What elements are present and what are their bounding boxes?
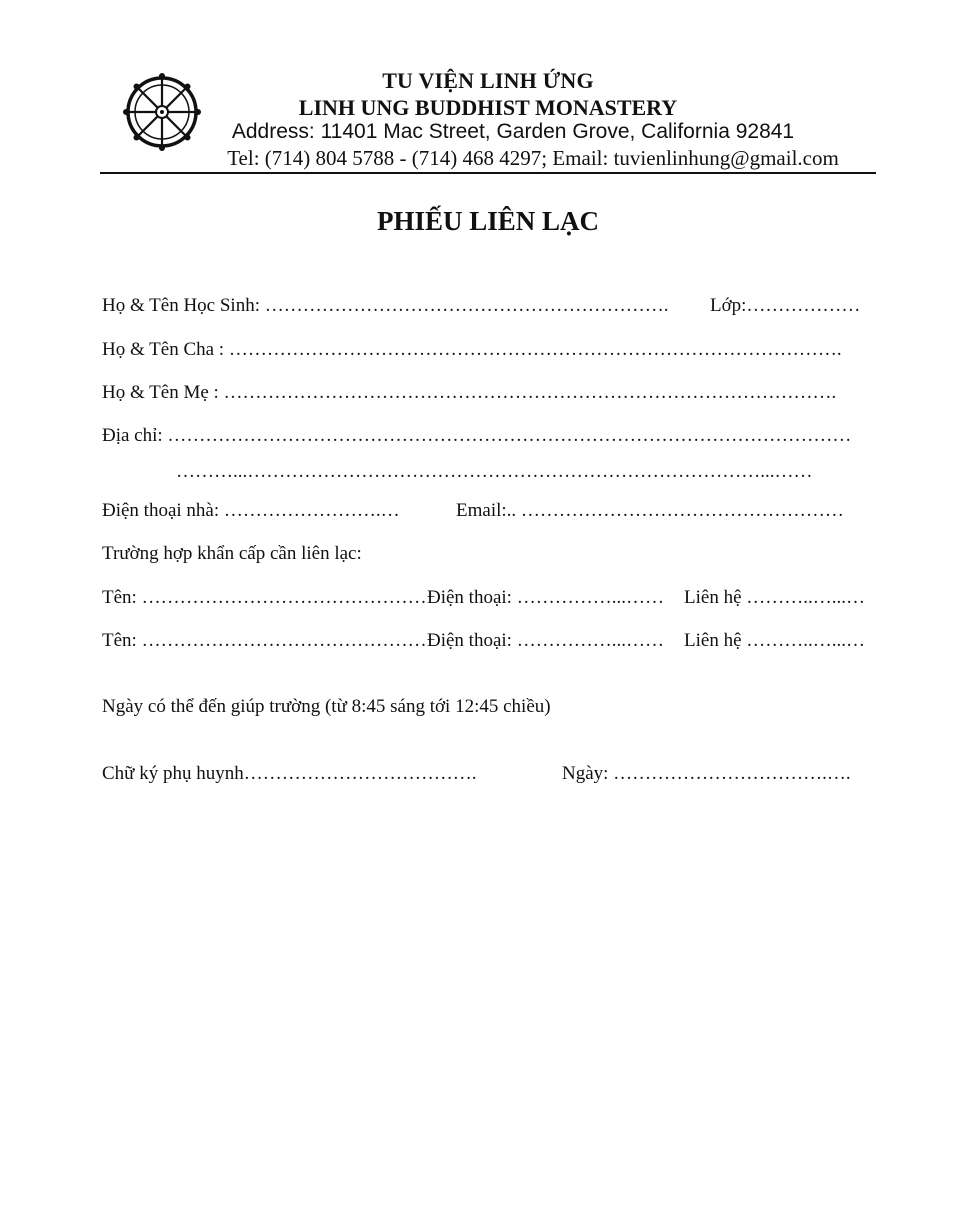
date-field[interactable]: Ngày: …………………………….…. bbox=[562, 763, 851, 784]
monastery-name-en: LINH UNG BUDDHIST MONASTERY bbox=[298, 95, 678, 120]
emergency-relation-field[interactable]: Liên hệ ………..…...… bbox=[684, 587, 866, 608]
parent-signature-field[interactable]: Chữ ký phụ huynh………………………………. bbox=[102, 763, 477, 784]
father-name-field[interactable]: Họ & Tên Cha : ……………………………………………………………………………………. bbox=[102, 339, 842, 360]
emergency-heading: Trường hợp khẩn cấp cần liên lạc: bbox=[102, 543, 362, 564]
address-continuation-field[interactable]: ………...………………………………………………………………………...…… bbox=[176, 461, 813, 482]
emergency-phone-field[interactable]: Điện thoại: ……………...…… bbox=[427, 587, 664, 608]
monastery-address: Address: 11401 Mac Street, Garden Grove, California 92841 bbox=[231, 120, 795, 143]
header-divider bbox=[100, 172, 876, 174]
home-phone-field[interactable]: Điện thoại nhà: …………………….… bbox=[102, 500, 400, 521]
emergency-relation-field[interactable]: Liên hệ ………..…...… bbox=[684, 630, 866, 651]
letterhead bbox=[100, 62, 876, 174]
class-field[interactable]: Lớp:……………… bbox=[710, 295, 861, 316]
student-name-field[interactable]: Họ & Tên Học Sinh: ………………………………………………………. bbox=[102, 295, 669, 316]
volunteer-days-label: Ngày có thể đến giúp trường (từ 8:45 sáng tới 12:45 chiều) bbox=[102, 696, 551, 717]
form-title: PHIẾU LIÊN LẠC bbox=[376, 206, 600, 236]
email-field[interactable]: Email:.. …………………………………………… bbox=[456, 500, 844, 521]
monastery-contact: Tel: (714) 804 5788 - (714) 468 4297; Email: tuvienlinhung@gmail.com bbox=[227, 146, 839, 170]
mother-name-field[interactable]: Họ & Tên Mẹ : ……………………………………………………………………………………. bbox=[102, 382, 837, 403]
emergency-name-field[interactable]: Tên: ……………………………………… bbox=[102, 630, 427, 651]
monastery-name-vi: TU VIỆN LINH ỨNG bbox=[382, 68, 594, 93]
emergency-name-field[interactable]: Tên: ……………………………………… bbox=[102, 587, 427, 608]
emergency-phone-field[interactable]: Điện thoại: ……………...…… bbox=[427, 630, 664, 651]
address-field[interactable]: Địa chỉ: ……………………………………………………………………………………………… bbox=[102, 425, 852, 446]
